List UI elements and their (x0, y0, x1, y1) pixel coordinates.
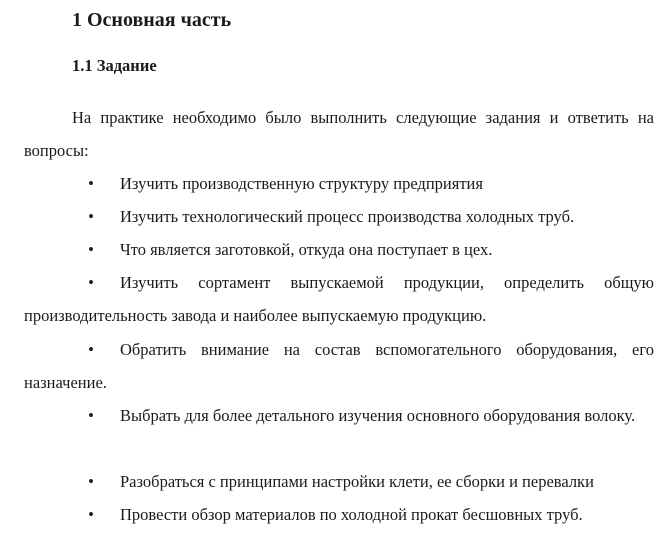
list-item-text: Изучить сортамент выпускаемой продукции, определить общую производительность завода и наиболее выпускаемую продукцию. (24, 273, 654, 325)
bullet-icon: • (88, 505, 94, 524)
list-item (24, 200, 654, 233)
list-item (24, 233, 654, 266)
list-item (24, 399, 654, 432)
list-item (24, 167, 654, 200)
list-item-text: Разобраться с принципами настройки клети, ее сборки и перевалки (120, 472, 594, 491)
list-item-text: Выбрать для более детального изучения основного оборудования волоку. (120, 406, 636, 425)
intro-paragraph: На практике необходимо было выполнить следующие задания и ответить на вопросы: (24, 108, 654, 160)
list-item (24, 333, 654, 399)
list-item-text: Что является заготовкой, откуда она поступает в цех. (120, 240, 493, 259)
bullet-icon: • (88, 240, 94, 259)
bullet-icon: • (88, 207, 94, 226)
bullet-icon: • (88, 174, 94, 193)
list-item (24, 266, 654, 332)
subsection-heading: 1.1 Задание (72, 56, 157, 75)
bullet-icon: • (88, 340, 94, 359)
list-item-text: Изучить технологический процесс производства холодных труб. (120, 207, 575, 226)
section-heading: 1 Основная часть (72, 9, 232, 31)
list-item (24, 498, 654, 531)
list-item-text: Провести обзор материалов по холодной прокат бесшовных труб. (120, 505, 583, 524)
list-item-text: Обратить внимание на состав вспомогательного оборудования, его назначение. (24, 340, 654, 392)
bullet-icon: • (88, 273, 94, 292)
bullet-icon: • (88, 406, 94, 425)
bullet-icon: • (88, 472, 94, 491)
list-item (24, 465, 654, 498)
list-item-text: Изучить производственную структуру предприятия (120, 174, 483, 193)
